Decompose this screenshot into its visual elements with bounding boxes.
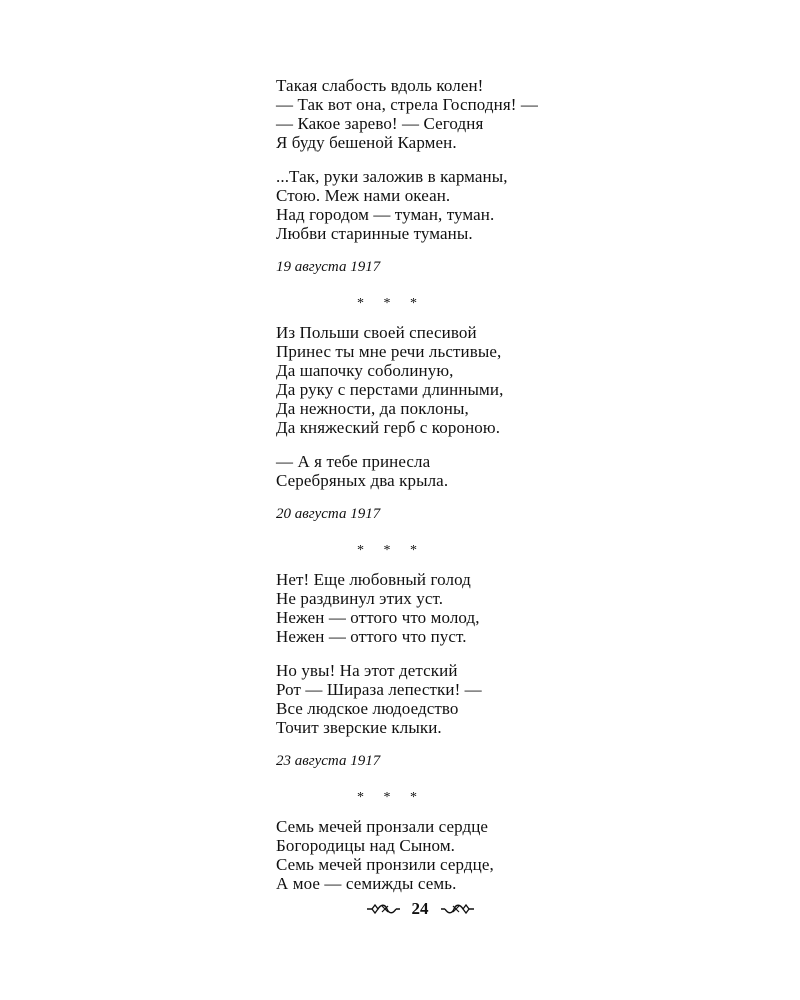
verse-line: Не раздвинул этих уст. [276,589,444,608]
verse-line: Семь мечей пронзили сердце, [276,855,494,874]
stanza [276,817,656,893]
poem-3 [276,543,656,770]
verse-line: Такая слабость вдоль колен! [276,76,484,95]
verse-line: А мое — семижды семь. [276,874,457,893]
verse-line: — Какое зарево! — Сегодня [276,114,484,133]
verse-line: Семь мечей пронзали сердце [276,817,489,836]
verse-line: Да руку с перстами длинными, [276,380,504,399]
verse-line: — А я тебе принесла [276,452,431,471]
verse-line: Да нежности, да поклоны, [276,399,469,418]
verse-line: Из Польши своей спесивой [276,323,477,342]
verse-line: Все людское людоедство [276,699,459,718]
stanza [276,323,656,437]
verse-line: Над городом — туман, туман. [276,205,495,224]
verse-line: Да шапочку соболиную, [276,361,454,380]
verse-line: Нет! Еще любовный голод [276,570,471,589]
stanza [276,661,656,737]
verse-line: ...Так, руки заложив в карманы, [276,167,508,186]
ornament-left-icon [366,902,402,916]
verse-line: Я буду бешеной Кармен. [276,133,457,152]
verse-line: Стою. Меж нами океан. [276,186,451,205]
poem-page [276,76,656,893]
verse-line: Точит зверские клыки. [276,718,442,737]
verse-line: Нежен — оттого что молод, [276,608,480,627]
stanza [276,570,656,646]
verse-line: Да княжеский герб с короною. [276,418,501,437]
poem-4 [276,790,656,893]
ornament-right-icon [439,902,475,916]
poem-1 [276,76,656,276]
section-separator: * * * [357,790,425,805]
page-number: 24 [411,899,429,918]
poem-date: 20 августа 1917 [276,506,381,522]
verse-line: Нежен — оттого что пуст. [276,627,467,646]
verse-line: Серебряных два крыла. [276,471,449,490]
stanza [276,76,656,152]
verse-line: Богородицы над Сыном. [276,836,456,855]
stanza [276,167,656,243]
page-footer [355,898,485,920]
verse-line: Любви старинные туманы. [276,224,473,243]
verse-line: — Так вот она, стрела Господня! — [276,95,538,114]
verse-line: Но увы! На этот детский [276,661,458,680]
section-separator: * * * [357,543,425,558]
poem-2 [276,296,656,523]
poem-date: 19 августа 1917 [276,259,381,275]
stanza [276,452,656,490]
poem-date: 23 августа 1917 [276,753,381,769]
section-separator: * * * [357,296,425,311]
verse-line: Рот — Шираза лепестки! — [276,680,482,699]
verse-line: Принес ты мне речи льстивые, [276,342,502,361]
